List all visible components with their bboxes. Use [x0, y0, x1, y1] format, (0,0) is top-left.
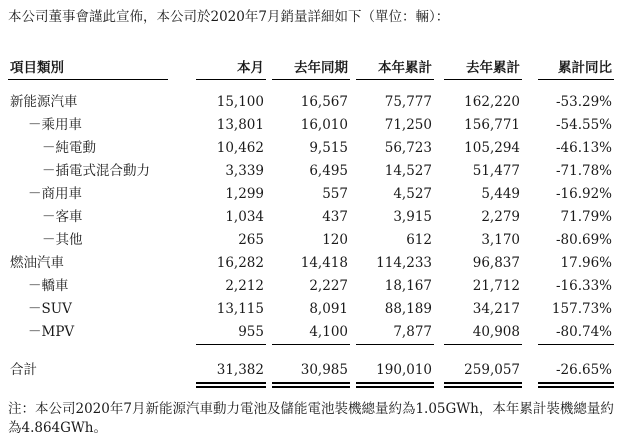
total-row [0, 360, 630, 382]
total-rule-top [196, 344, 266, 345]
cell-last-year-month: 9,515 [309, 140, 348, 156]
cell-yoy: -71.78% [555, 163, 612, 179]
cell-yoy: -16.92% [555, 186, 612, 202]
cell-month: 13,115 [216, 301, 264, 317]
cell-last-ytd: 156,771 [464, 117, 520, 133]
total-double-rule [538, 386, 614, 388]
cell-ytd: 18,167 [384, 278, 432, 294]
cell-last-year-month: 16,010 [300, 117, 348, 133]
cell-last-year-month: 8,091 [309, 301, 348, 317]
header-rule-last-ytd [444, 79, 522, 80]
cell-last-ytd: 2,279 [481, 209, 520, 225]
row-label: －轎車 [28, 278, 69, 294]
cell-month: 13,801 [216, 117, 264, 133]
total-double-rule [444, 386, 522, 388]
row-label: －純電動 [42, 140, 96, 156]
cell-yoy: -80.69% [555, 232, 612, 248]
row-label: －其他 [42, 232, 83, 248]
table-row [0, 299, 630, 321]
header-rule-category [8, 79, 168, 80]
header-yoy: 累計同比 [558, 60, 612, 76]
cell-ytd: 114,233 [376, 255, 432, 271]
cell-last-year-month: 14,418 [300, 255, 348, 271]
cell-last-year-month: 16,567 [300, 94, 348, 110]
cell-month: 1,299 [225, 186, 264, 202]
cell-ytd: 88,189 [384, 301, 432, 317]
footnote: 注：本公司2020年7月新能源汽車動力電池及儲能電池裝機總量約為1.05GWh，本年累計裝機總量約為4.864GWh。 [8, 401, 614, 436]
table-row [0, 230, 630, 252]
cell-last-year-month: 4,100 [309, 324, 348, 340]
cell-yoy: -46.13% [555, 140, 612, 156]
total-rule-top [272, 344, 350, 345]
table-row [0, 322, 630, 344]
total-double-rule [538, 382, 614, 384]
cell-yoy: -80.74% [555, 324, 612, 340]
header-rule-yoy [538, 79, 614, 80]
cell-last-ytd: 34,217 [472, 301, 520, 317]
cell-ytd: 612 [406, 232, 432, 248]
header-last-year-month: 去年同期 [294, 60, 348, 76]
cell-month: 1,034 [225, 209, 264, 225]
cell-month: 2,212 [225, 278, 264, 294]
header-month: 本月 [237, 60, 264, 76]
row-label: －商用車 [28, 186, 82, 202]
cell-month: 955 [238, 324, 264, 340]
cell-last-ytd: 3,170 [481, 232, 520, 248]
total-double-rule [356, 386, 434, 388]
cell-yoy: 157.73% [551, 301, 612, 317]
row-label: 新能源汽車 [10, 94, 78, 110]
cell-last-year-month: 2,227 [309, 278, 348, 294]
table-row [0, 184, 630, 206]
cell-ytd: 3,915 [393, 209, 432, 225]
header-category: 項目類別 [10, 60, 64, 76]
table-row [0, 276, 630, 298]
row-label: －客車 [42, 209, 83, 225]
header-rule-ytd [356, 79, 434, 80]
cell-yoy: -16.33% [555, 278, 612, 294]
cell-month: 10,462 [216, 140, 264, 156]
total-rule-top [444, 344, 522, 345]
cell-last-year-month: 6,495 [309, 163, 348, 179]
cell-last-year-month: 120 [322, 232, 348, 248]
row-label: －插電式混合動力 [42, 163, 150, 179]
total-double-rule [196, 386, 266, 388]
row-label: －SUV [28, 301, 72, 317]
cell-last-ytd: 51,477 [472, 163, 520, 179]
total-double-rule [272, 382, 350, 384]
header-last-ytd: 去年累計 [466, 60, 520, 76]
cell-ytd: 71,250 [384, 117, 432, 133]
header-ytd: 本年累計 [378, 60, 432, 76]
row-label: －乘用車 [28, 117, 82, 133]
cell-ytd: 7,877 [393, 324, 432, 340]
total-double-rule [196, 382, 266, 384]
total-month: 31,382 [216, 362, 264, 378]
cell-last-ytd: 105,294 [464, 140, 520, 156]
cell-last-ytd: 40,908 [472, 324, 520, 340]
cell-yoy: 17.96% [560, 255, 612, 271]
table-row [0, 161, 630, 183]
cell-ytd: 75,777 [384, 94, 432, 110]
total-double-rule [272, 386, 350, 388]
cell-month: 16,282 [216, 255, 264, 271]
total-ytd: 190,010 [376, 362, 432, 378]
intro-text: 本公司董事會謹此宣佈，本公司於2020年7月銷量詳細如下（單位：輛）： [8, 9, 450, 25]
cell-ytd: 56,723 [384, 140, 432, 156]
cell-last-ytd: 96,837 [472, 255, 520, 271]
cell-last-ytd: 21,712 [472, 278, 520, 294]
table-row [0, 253, 630, 275]
cell-last-year-month: 437 [322, 209, 348, 225]
cell-yoy: 71.79% [560, 209, 612, 225]
total-double-rule [444, 382, 522, 384]
total-rule-top [538, 344, 614, 345]
total-double-rule [356, 382, 434, 384]
cell-last-ytd: 5,449 [481, 186, 520, 202]
table-row [0, 92, 630, 114]
cell-month: 3,339 [225, 163, 264, 179]
cell-last-year-month: 557 [322, 186, 348, 202]
table-row [0, 207, 630, 229]
total-last-year-month: 30,985 [300, 362, 348, 378]
total-rule-top [356, 344, 434, 345]
total-yoy: -26.65% [555, 362, 612, 378]
table-row [0, 138, 630, 160]
cell-last-ytd: 162,220 [464, 94, 520, 110]
header-rule-month [196, 79, 266, 80]
row-label: －MPV [28, 324, 75, 340]
cell-month: 15,100 [216, 94, 264, 110]
cell-ytd: 4,527 [393, 186, 432, 202]
cell-month: 265 [238, 232, 264, 248]
total-label: 合計 [10, 362, 37, 378]
cell-yoy: -54.55% [555, 117, 612, 133]
cell-ytd: 14,527 [384, 163, 432, 179]
cell-yoy: -53.29% [555, 94, 612, 110]
table-row [0, 115, 630, 137]
total-last-ytd: 259,057 [464, 362, 520, 378]
header-rule-last-year-month [272, 79, 350, 80]
row-label: 燃油汽車 [10, 255, 64, 271]
